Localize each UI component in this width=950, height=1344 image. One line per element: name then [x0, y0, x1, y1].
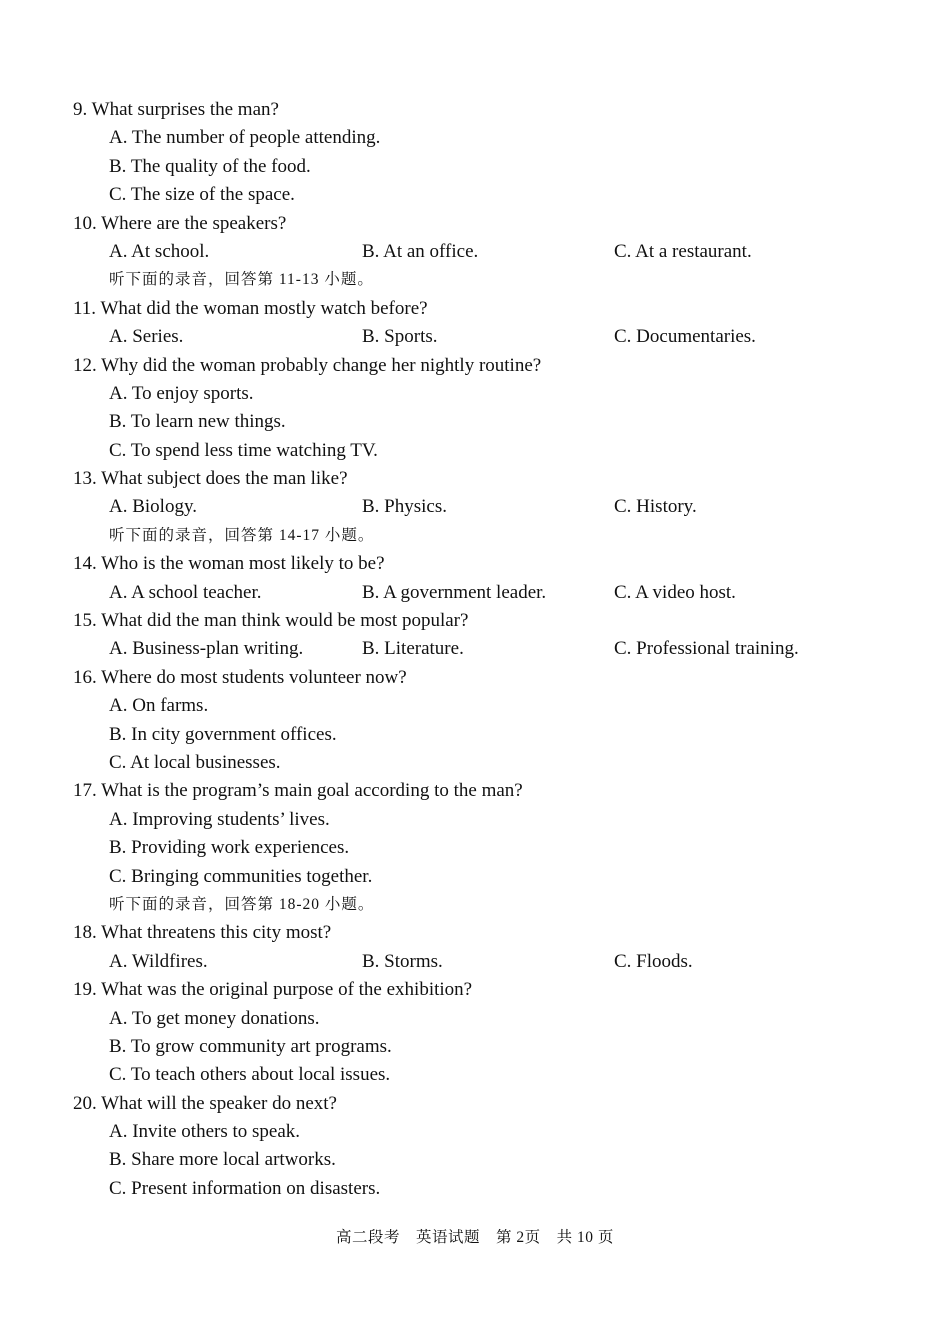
question: 15. What did the man think would be most popular? — [73, 610, 469, 632]
answer-option: A. At school. — [109, 240, 210, 262]
answer-option: B. Share more local artworks. — [109, 1149, 336, 1171]
answer-option: A. A school teacher. — [109, 581, 262, 603]
answer-option: C. Documentaries. — [614, 326, 756, 348]
option-row — [0, 635, 950, 663]
option-row — [0, 493, 950, 521]
option-row — [0, 238, 950, 266]
answer-option: B. To grow community art programs. — [109, 1035, 392, 1057]
question: 10. Where are the speakers? — [73, 212, 287, 234]
answer-option: B. Physics. — [362, 496, 447, 518]
answer-option: C. At a restaurant. — [614, 240, 752, 262]
answer-option: B. Sports. — [362, 326, 438, 348]
option-row — [0, 948, 950, 976]
question: 18. What threatens this city most? — [73, 922, 332, 944]
answer-option: C. Floods. — [614, 950, 693, 972]
section-instruction: 听下面的录音，回答第 18-20 小题。 — [109, 895, 375, 913]
question: 12. Why did the woman probably change her nightly routine? — [73, 354, 542, 376]
question: 16. Where do most students volunteer now? — [73, 666, 407, 688]
answer-option: C. To spend less time watching TV. — [109, 439, 378, 461]
answer-option: A. Business-plan writing. — [109, 638, 304, 660]
answer-option: C. The size of the space. — [109, 184, 295, 206]
answer-option: B. Providing work experiences. — [109, 837, 350, 859]
section-instruction: 听下面的录音，回答第 14-17 小题。 — [109, 526, 375, 544]
answer-option: A. To enjoy sports. — [109, 382, 254, 404]
question: 11. What did the woman mostly watch before? — [73, 297, 428, 319]
answer-option: B. Storms. — [362, 950, 443, 972]
question: 14. Who is the woman most likely to be? — [73, 553, 385, 575]
answer-option: B. Literature. — [362, 638, 464, 660]
answer-option: B. A government leader. — [362, 581, 547, 603]
answer-option: C. Bringing communities together. — [109, 865, 373, 887]
answer-option: A. Wildfires. — [109, 950, 208, 972]
answer-option: C. To teach others about local issues. — [109, 1064, 391, 1086]
answer-option: B. To learn new things. — [109, 411, 286, 433]
answer-option: A. Series. — [109, 326, 184, 348]
answer-option: A. To get money donations. — [109, 1007, 320, 1029]
option-row — [0, 579, 950, 607]
exam-page — [0, 96, 950, 1203]
answer-option: A. Invite others to speak. — [109, 1121, 301, 1143]
question: 19. What was the original purpose of the exhibition? — [73, 979, 473, 1001]
answer-option: B. In city government offices. — [109, 723, 337, 745]
answer-option: A. Biology. — [109, 496, 197, 518]
answer-option: B. The quality of the food. — [109, 155, 311, 177]
answer-option: A. The number of people attending. — [109, 127, 381, 149]
answer-option: C. History. — [614, 496, 697, 518]
question: 9. What surprises the man? — [73, 99, 279, 120]
question: 20. What will the speaker do next? — [73, 1092, 337, 1114]
answer-option: C. Present information on disasters. — [109, 1177, 381, 1199]
section-instruction: 听下面的录音，回答第 11-13 小题。 — [109, 271, 374, 289]
answer-option: C. Professional training. — [614, 638, 799, 660]
answer-option: A. Improving students’ lives. — [109, 808, 330, 830]
question: 13. What subject does the man like? — [73, 468, 348, 490]
answer-option: B. At an office. — [362, 240, 479, 262]
page-footer: 高二段考 英语试题 第 2页 共 10 页 — [336, 1229, 614, 1246]
answer-option: C. At local businesses. — [109, 751, 281, 773]
question: 17. What is the program’s main goal according to the man? — [73, 780, 523, 802]
option-row — [0, 323, 950, 351]
answer-option: A. On farms. — [109, 695, 209, 717]
answer-option: C. A video host. — [614, 581, 736, 603]
